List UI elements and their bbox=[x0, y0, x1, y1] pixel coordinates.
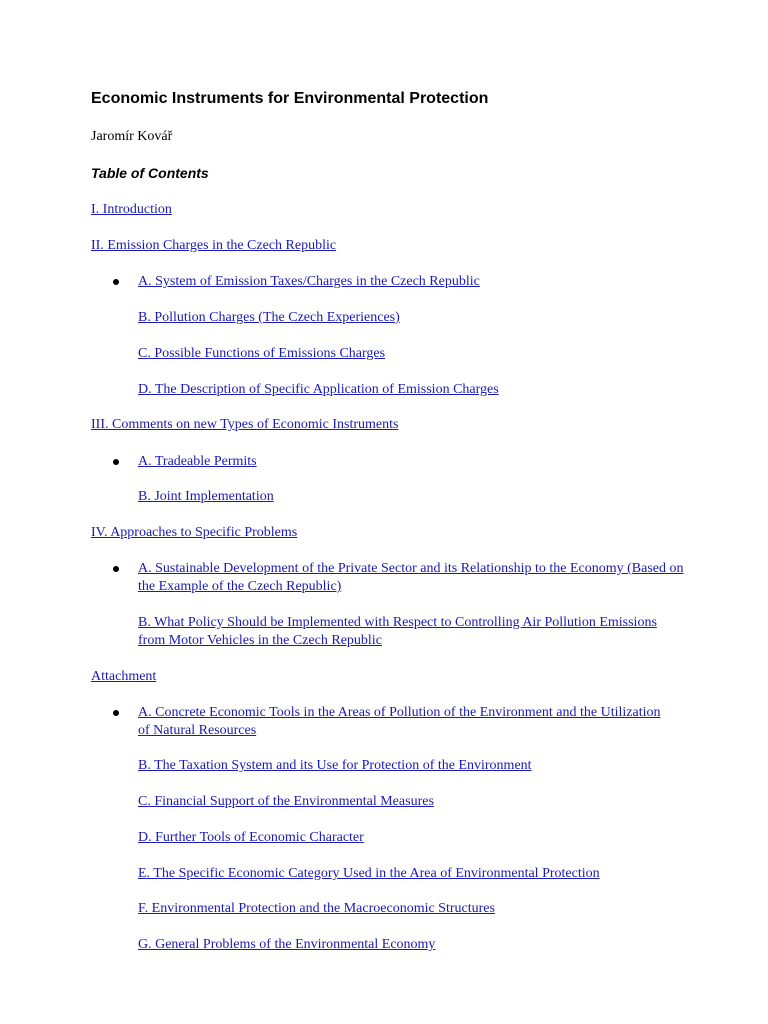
toc-link-economic-category[interactable]: E. The Specific Economic Category Used in the Area of Environmental Protection bbox=[138, 866, 600, 881]
toc-link-functions-emission-charges[interactable]: C. Possible Functions of Emissions Charges bbox=[138, 346, 386, 361]
toc-link-new-instruments[interactable]: III. Comments on new Types of Economic Instruments bbox=[91, 417, 399, 432]
list-bullet bbox=[113, 566, 119, 572]
toc-link-joint-implementation[interactable]: B. Joint Implementation bbox=[138, 489, 274, 504]
toc-link-sustainable-development[interactable]: A. Sustainable Development of the Private Sector and its Relationship to the Economy (Based on the Example of the Czech Republic) bbox=[138, 561, 684, 594]
toc-link-attachment[interactable]: Attachment bbox=[91, 669, 157, 684]
toc-link-further-tools[interactable]: D. Further Tools of Economic Character bbox=[138, 830, 364, 845]
list-bullet bbox=[113, 710, 119, 716]
author-name: Jaromír Kovář bbox=[91, 129, 173, 144]
toc-link-introduction[interactable]: I. Introduction bbox=[91, 202, 172, 217]
toc-link-application-emission-charges[interactable]: D. The Description of Specific Application of Emission Charges bbox=[138, 382, 499, 397]
document-title: Economic Instruments for Environmental Protection bbox=[91, 90, 489, 107]
toc-link-emission-charges[interactable]: II. Emission Charges in the Czech Republic bbox=[91, 238, 337, 253]
toc-heading: Table of Contents bbox=[91, 165, 209, 181]
toc-link-tradeable-permits[interactable]: A. Tradeable Permits bbox=[138, 454, 257, 469]
toc-link-specific-problems[interactable]: IV. Approaches to Specific Problems bbox=[91, 525, 298, 540]
toc-link-air-pollution-policy[interactable]: B. What Policy Should be Implemented with Respect to Controlling Air Pollution Emissions from Motor Vehicles in the Czech Republic bbox=[138, 615, 657, 648]
toc-link-emission-taxes-system[interactable]: A. System of Emission Taxes/Charges in the Czech Republic bbox=[138, 274, 480, 289]
toc-link-environmental-economy[interactable]: G. General Problems of the Environmental Economy bbox=[138, 937, 436, 952]
list-bullet bbox=[113, 279, 119, 285]
toc-link-concrete-economic-tools[interactable]: A. Concrete Economic Tools in the Areas of Pollution of the Environment and the Utilization of Natural Resources bbox=[138, 705, 661, 738]
toc-link-taxation-system[interactable]: B. The Taxation System and its Use for Protection of the Environment bbox=[138, 758, 532, 773]
toc-link-macroeconomic-structures[interactable]: F. Environmental Protection and the Macroeconomic Structures bbox=[138, 901, 495, 916]
toc-link-financial-support[interactable]: C. Financial Support of the Environmental Measures bbox=[138, 794, 434, 809]
toc-link-pollution-charges[interactable]: B. Pollution Charges (The Czech Experiences) bbox=[138, 310, 400, 325]
list-bullet bbox=[113, 459, 119, 465]
